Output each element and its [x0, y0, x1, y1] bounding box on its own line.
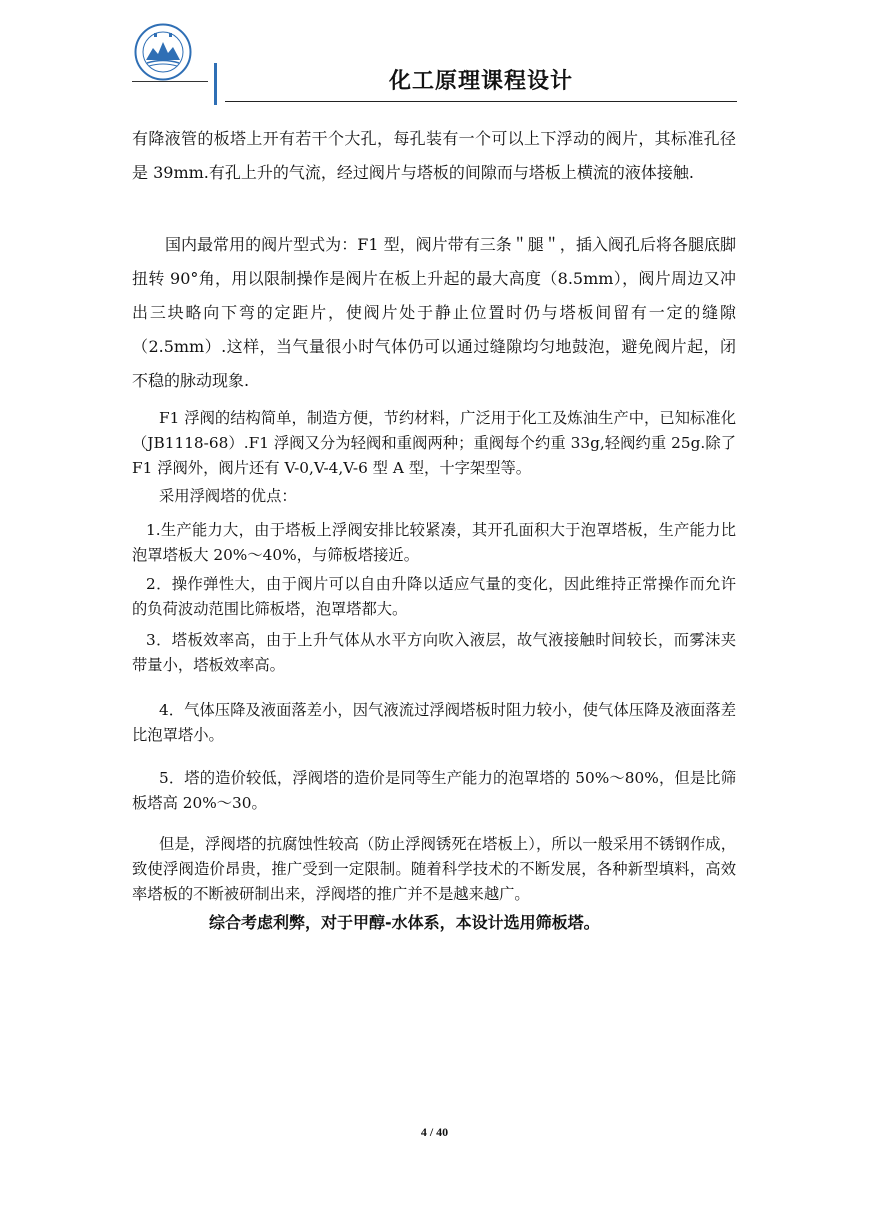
page-number: 4 / 40	[420, 1125, 449, 1139]
paragraph-3: F1 浮阀的结构简单，制造方便，节约材料，广泛用于化工及炼油生产中，已知标准化（JB1118-68）.F1 浮阀又分为轻阀和重阀两种；重阀每个约重 33g,轻阀约重 25g.除了 F1 浮阀外，阀片还有 V-0,V-4,V-6 型 A 型，十字架型等。	[132, 409, 736, 477]
university-seal-icon	[134, 23, 192, 81]
header-accent-bar	[214, 63, 217, 105]
list-item-4: 4．气体压降及液面落差小，因气液流过浮阀塔板时阻力较小，使气体压降及液面落差比泡罩塔小。	[132, 701, 736, 744]
page-title: 化工原理课程设计	[388, 69, 573, 94]
header-rule	[225, 101, 737, 102]
list-item-3: 3．塔板效率高，由于上升气体从水平方向吹入液层，故气液接触时间较长，而雾沫夹带量小，塔板效率高。	[132, 631, 736, 674]
list-item-5: 5．塔的造价较低，浮阀塔的造价是同等生产能力的泡罩塔的 50%～80%，但是比筛板塔高 20%～30。	[132, 769, 736, 812]
paragraph-4: 采用浮阀塔的优点：	[159, 487, 297, 505]
paragraph-2: 国内最常用的阀片型式为：F1 型，阀片带有三条＂腿＂，插入阀孔后将各腿底脚扭转 90°角，用以限制操作是阀片在板上升起的最大高度（8.5mm），阀片周边又冲出三块略向下弯的定距片，使阀片处于静止位置时仍与塔板间留有一定的缝隙（2.5mm）.这样，当气量很小时气体仍可以通过缝隙均匀地鼓泡，避免阀片起，闭不稳的脉动现象.	[132, 235, 736, 390]
paragraph-1: 有降液管的板塔上开有若干个大孔，每孔装有一个可以上下浮动的阀片，其标准孔径是 39mm.有孔上升的气流，经过阀片与塔板的间隙而与塔板上横流的液体接触.	[132, 129, 736, 182]
list-item-1: 1.生产能力大，由于塔板上浮阀安排比较紧凑，其开孔面积大于泡罩塔板，生产能力比泡罩塔板大 20%～40%，与筛板塔接近。	[132, 521, 736, 564]
conclusion: 综合考虑利弊，对于甲醇-水体系，本设计选用筛板塔。	[209, 913, 600, 932]
paragraph-drawbacks: 但是，浮阀塔的抗腐蚀性较高（防止浮阀锈死在塔板上），所以一般采用不锈钢作成，致使浮阀造价昂贵，推广受到一定限制。随着科学技术的不断发展，各种新型填料，高效率塔板的不断被研制出来，浮阀塔的推广并不是越来越广。	[132, 835, 736, 903]
list-item-2: 2．操作弹性大，由于阀片可以自由升降以适应气量的变化，因此维持正常操作而允许的负荷波动范围比筛板塔，泡罩塔都大。	[132, 575, 736, 618]
logo-underline	[132, 81, 208, 82]
